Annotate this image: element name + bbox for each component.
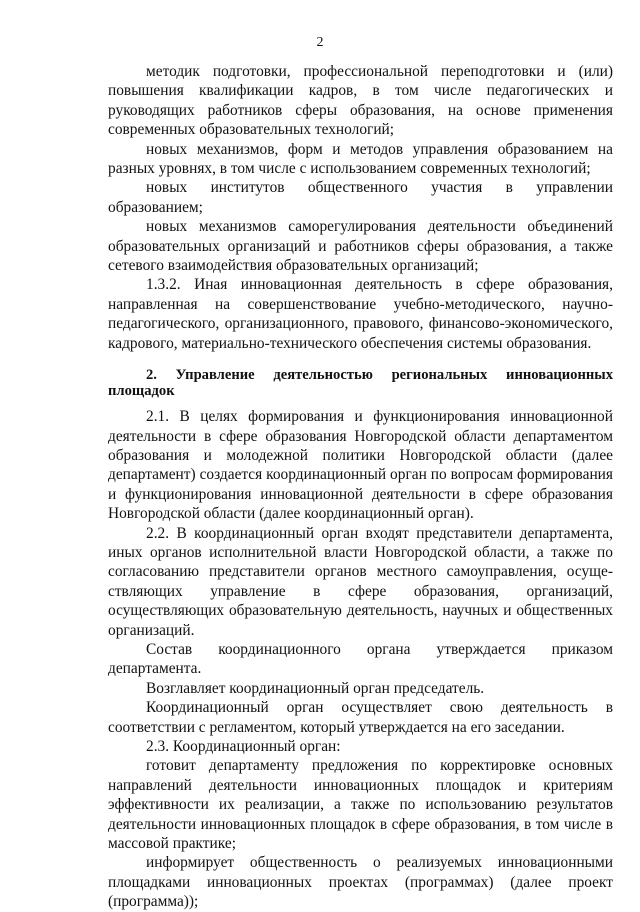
paragraph: Состав координационного органа утверждается приказом департамента. [108,640,613,678]
section-heading: 2. Управление деятельностью региональных инновационных площадок [108,367,613,400]
paragraph: 2.1. В целях формирования и функционирования инновационной деятельности в сфере образования Новгородской области департаментом образования и молодежной политики Новгородской области (далее департамент) создается координационный орган по вопросам формирования и функционирования инновационной деятельности в сфере образования Новгородской области (далее координационный орган). [108,408,613,523]
page-number: 2 [316,35,324,50]
document-body [108,62,613,912]
paragraph: Возглавляет координационный орган председатель. [146,679,485,697]
paragraph: 1.3.2. Иная инновационная деятельность в сфере образования, направленная на совершенствование учебно-методического, научно-педагогического, организационного, правового, финансово-экономического, кадрового, материально-технического обеспечения системы образования. [108,276,613,352]
paragraph: готовит департаменту предложения по корректировке основных направлений деятельности инновационных площадок и критериям эффективности их реализации, а также по использованию результатов деятельности инновационных площадок в сфере образования, в том числе в массовой практике; [108,757,613,853]
paragraph: новых механизмов саморегулирования деятельности объединений образовательных организаций и работников сферы образования, а также сетевого взаимодействия образовательных организаций; [108,218,613,275]
paragraph: Координационный орган осуществляет свою деятельность в соответствии с регламентом, который утверждается на его заседании. [108,699,613,736]
paragraph: новых механизмов, форм и методов управления образованием на разных уровнях, в том числе с использованием современных технологий; [108,140,613,178]
paragraph: новых институтов общественного участия в управлении образованием; [108,179,613,216]
paragraph: информирует общественность о реализуемых инновационными площадками инновационных проектах (программах) (далее проект (программа)); [108,854,613,911]
paragraph: 2.2. В координационный орган входят представители департамента, иных органов исполнительной власти Новгородской области, а также по согласованию представители органов местного самоуправления, осуществляющих управление в сфере образования, организаций, осуществляющих образовательную деятельность, научных и общественных организаций. [108,524,613,639]
paragraph: методик подготовки, профессиональной переподготовки и (или) повышения квалификации кадров, в том числе педагогических и руководящих работников сферы образования, на основе применения современных образовательных технологий; [108,63,613,139]
paragraph: 2.3. Координационный орган: [146,738,341,755]
